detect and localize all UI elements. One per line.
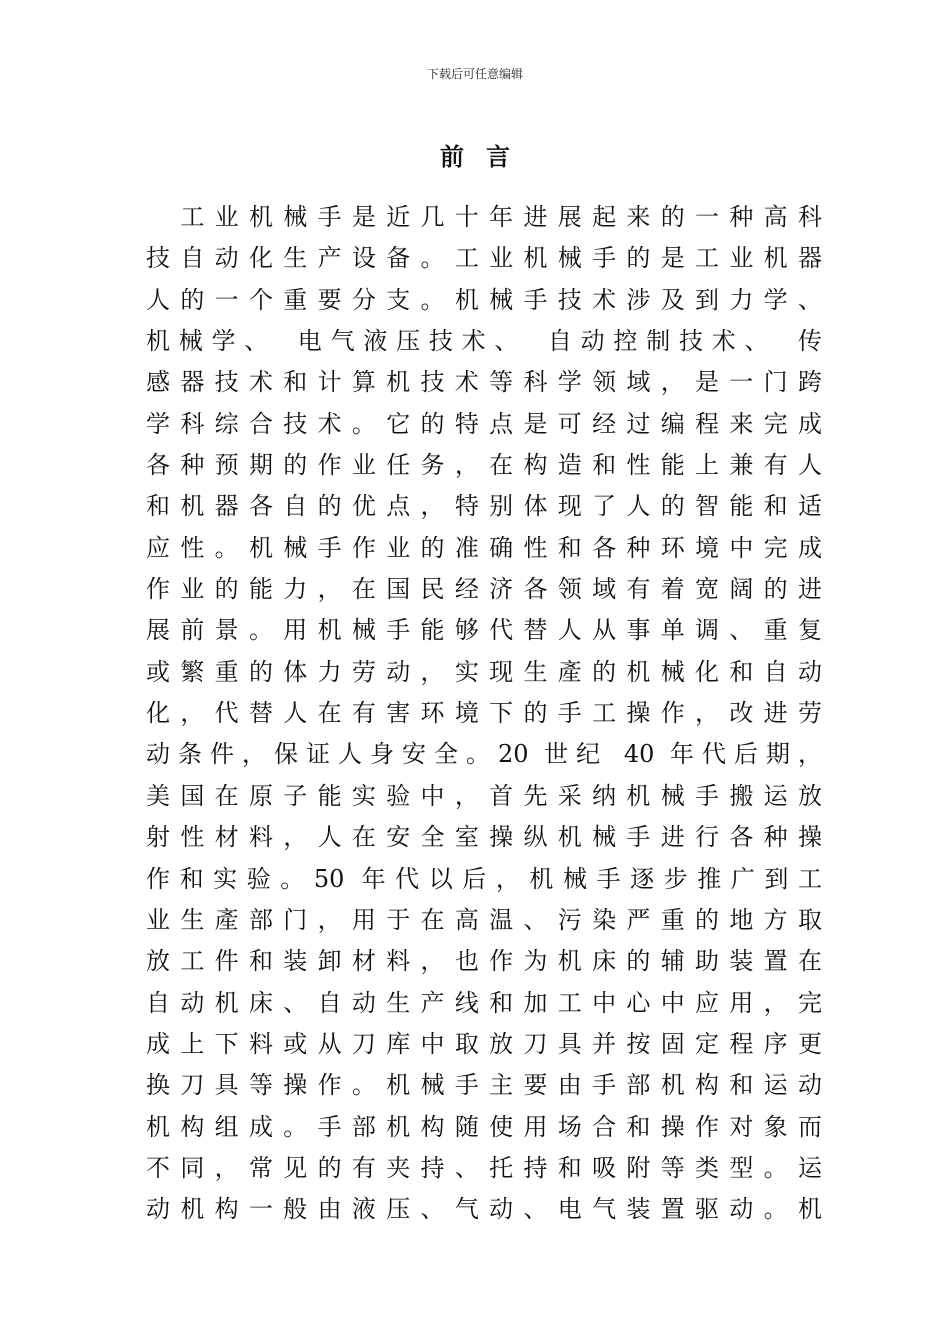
text-line: 放工件和装卸材料，也作为机床的辅助装置在 [146, 947, 822, 976]
text-line: 各种预期的作业任务，在构造和性能上兼有人 [146, 451, 822, 480]
text-line: 技自动化生产设备。工业机械手的是工业机器 [146, 244, 822, 273]
page-title: 前言 [440, 142, 532, 171]
text-line: 或繁重的体力劳动，实现生產的机械化和自动 [146, 657, 822, 686]
text-line: 不同，常见的有夹持、托持和吸附等类型。运 [146, 1153, 822, 1182]
text-line: 和机器各自的优点，特别体现了人的智能和适 [146, 492, 822, 521]
text-line: 美国在原子能实验中，首先采纳机械手搬运放 [146, 781, 822, 810]
text-line: 学科综合技术。它的特点是可经过编程来完成 [146, 409, 822, 438]
text-line: 工业机械手是近几十年进展起来的一种高科 [146, 203, 822, 231]
text-line: 业生產部门，用于在高温、污染严重的地方取 [146, 905, 822, 934]
text-line: 机械学、 电气液压技术、 自动控制技术、 传 [146, 327, 822, 356]
text-line: 射性材料，人在安全室操纵机械手进行各种操 [146, 823, 822, 852]
page-header-note: 下载后可任意编辑 [426, 67, 523, 81]
text-line: 展前景。用机械手能够代替人从事单调、重复 [146, 616, 822, 645]
text-line: 动机构一般由液压、气动、电气装置驱动。机 [146, 1195, 822, 1224]
text-line: 化，代替人在有害环境下的手工操作，改进劳 [146, 699, 822, 728]
body-text [146, 197, 822, 1231]
text-line: 作业的能力，在国民经济各领域有着宽阔的进 [146, 575, 822, 604]
text-line: 作和实验。50 年代以后，机械手逐步推广到工 [146, 864, 822, 893]
text-line: 成上下料或从刀库中取放刀具并按固定程序更 [146, 1029, 822, 1058]
text-line: 人的一个重要分支。机械手技术涉及到力学、 [146, 285, 822, 314]
text-line: 感器技术和计算机技术等科学领域，是一门跨 [146, 368, 822, 397]
text-line: 应性。机械手作业的准确性和各种环境中完成 [146, 533, 822, 562]
text-line: 换刀具等操作。机械手主要由手部机构和运动 [146, 1071, 822, 1100]
text-line: 自动机床、自动生产线和加工中心中应用，完 [146, 988, 822, 1017]
text-line: 动条件，保证人身安全。20 世纪 40 年代后期， [146, 740, 822, 769]
text-line: 机构组成。手部机构随使用场合和操作对象而 [146, 1112, 822, 1141]
